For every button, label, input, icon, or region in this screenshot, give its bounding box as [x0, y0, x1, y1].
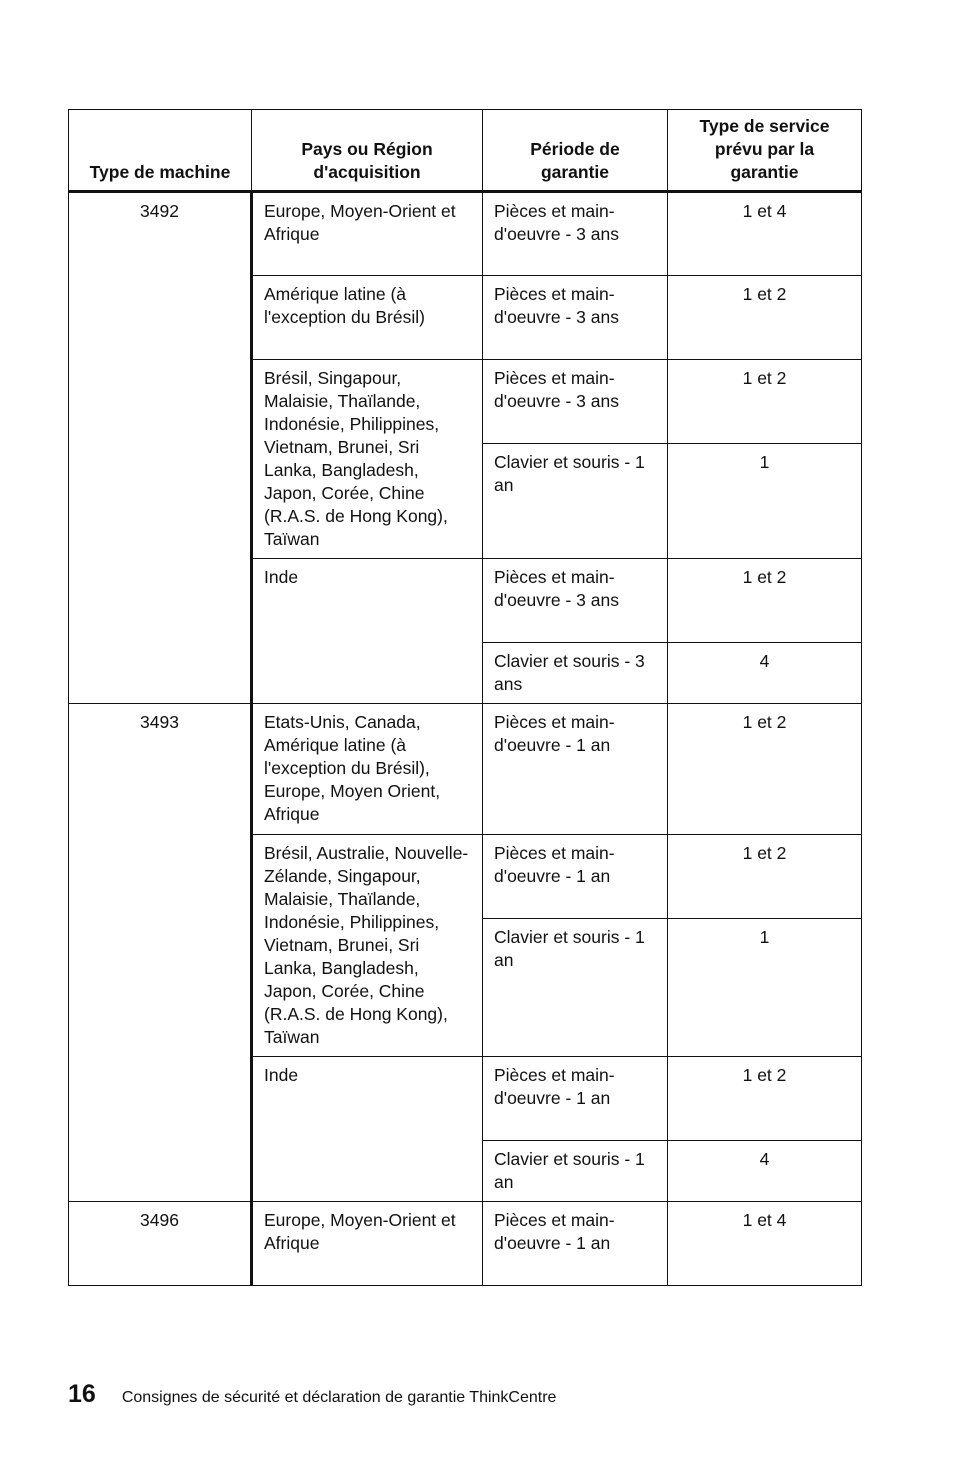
header-warranty-period: Période de garantie [483, 110, 668, 192]
country-cell: Europe, Moyen-Orient et Afrique [252, 1202, 483, 1286]
service-cell: 1 et 2 [668, 835, 862, 919]
service-cell: 1 et 2 [668, 360, 862, 444]
period-cell: Clavier et souris - 1 an [483, 919, 668, 1057]
period-cell: Pièces et main-d'oeuvre - 3 ans [483, 360, 668, 444]
period-cell: Pièces et main-d'oeuvre - 3 ans [483, 276, 668, 360]
service-cell: 4 [668, 1141, 862, 1202]
service-cell: 4 [668, 643, 862, 704]
service-cell: 1 et 2 [668, 1057, 862, 1141]
country-cell: Etats-Unis, Canada, Amérique latine (à l'exception du Brésil), Europe, Moyen Orient, Afrique [252, 704, 483, 835]
header-service-type: Type de service prévu par la garantie [668, 110, 862, 192]
machine-type-cell: 3496 [69, 1202, 252, 1286]
period-cell: Pièces et main-d'oeuvre - 1 an [483, 1202, 668, 1286]
table-row [69, 704, 862, 835]
period-cell: Pièces et main-d'oeuvre - 1 an [483, 1057, 668, 1141]
period-cell: Pièces et main-d'oeuvre - 3 ans [483, 192, 668, 276]
service-cell: 1 [668, 444, 862, 559]
period-cell: Pièces et main-d'oeuvre - 1 an [483, 835, 668, 919]
table-row [69, 1202, 862, 1286]
period-cell: Clavier et souris - 3 ans [483, 643, 668, 704]
country-cell: Inde [252, 559, 483, 704]
machine-type-cell: 3492 [69, 192, 252, 704]
period-cell: Pièces et main-d'oeuvre - 1 an [483, 704, 668, 835]
header-country: Pays ou Région d'acquisition [252, 110, 483, 192]
period-cell: Clavier et souris - 1 an [483, 1141, 668, 1202]
page-number: 16 [68, 1380, 96, 1408]
country-cell: Inde [252, 1057, 483, 1202]
period-cell: Pièces et main-d'oeuvre - 3 ans [483, 559, 668, 643]
service-cell: 1 et 4 [668, 192, 862, 276]
service-cell: 1 et 2 [668, 704, 862, 835]
footer-title: Consignes de sécurité et déclaration de garantie ThinkCentre [121, 1389, 557, 1406]
header-machine-type: Type de machine [69, 110, 252, 192]
table-header-row [69, 110, 862, 192]
page-footer [68, 1380, 556, 1416]
period-cell: Clavier et souris - 1 an [483, 444, 668, 559]
service-cell: 1 et 4 [668, 1202, 862, 1286]
table-row [69, 192, 862, 276]
country-cell: Brésil, Singapour, Malaisie, Thaïlande, Indonésie, Philippines, Vietnam, Brunei, Sri Lanka, Bangladesh, Japon, Corée, Chine (R.A.S. de Hong Kong), Taïwan [252, 360, 483, 559]
warranty-table [68, 109, 862, 1286]
country-cell: Brésil, Australie, Nouvelle-Zélande, Singapour, Malaisie, Thaïlande, Indonésie, Philippines, Vietnam, Brunei, Sri Lanka, Bangladesh, Japon, Corée, Chine (R.A.S. de Hong Kong), Taïwan [252, 835, 483, 1057]
service-cell: 1 [668, 919, 862, 1057]
service-cell: 1 et 2 [668, 276, 862, 360]
country-cell: Europe, Moyen-Orient et Afrique [252, 192, 483, 276]
country-cell: Amérique latine (à l'exception du Brésil) [252, 276, 483, 360]
service-cell: 1 et 2 [668, 559, 862, 643]
machine-type-cell: 3493 [69, 704, 252, 1202]
